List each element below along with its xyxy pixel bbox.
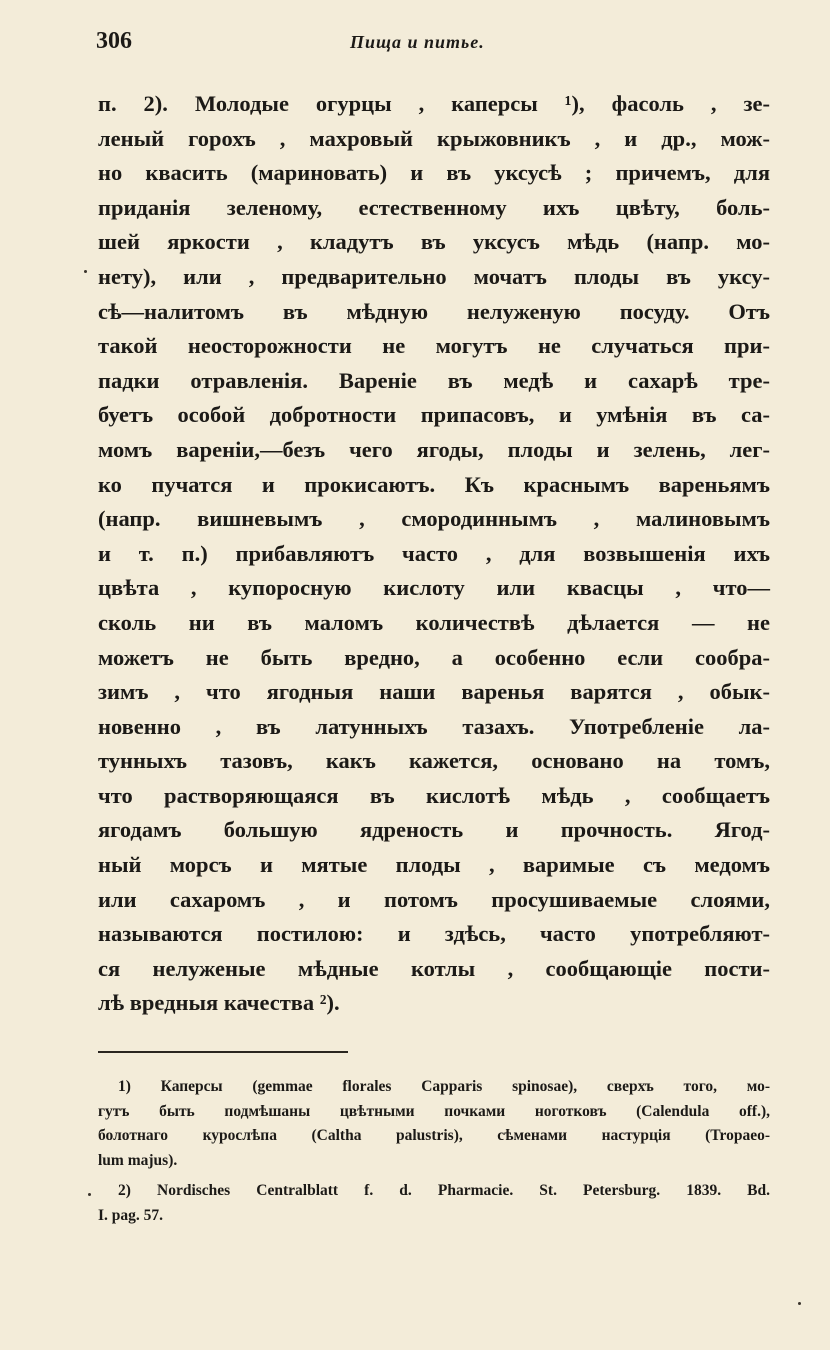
footnote-line: болотнаго курослѣпа (Caltha palustris), сѣменами настурція (Tropaeo-: [98, 1127, 770, 1145]
text-line: что растворяющаяся въ кислотѣ мѣдь , сообщаетъ: [98, 782, 770, 808]
text-line: но квасить (мариновать) и въ уксусѣ ; причемъ, для: [98, 160, 770, 186]
text-line: сколь ни въ маломъ количествѣ дѣлается — не: [98, 609, 770, 635]
text-line: ся нелуженые мѣдные котлы , сообщающіе пости-: [98, 955, 770, 981]
text-line: п. 2). Молодые огурцы , каперсы ¹), фасоль , зе-: [98, 91, 770, 116]
text-line: (напр. вишневымъ , смородиннымъ , малиновымъ: [98, 506, 770, 532]
running-head: Пища и питье.: [350, 32, 485, 52]
text-line: падки отравленія. Вареніе въ медѣ и сахарѣ тре-: [98, 367, 770, 393]
page-number: 306: [96, 28, 132, 54]
footnote-1: [98, 1075, 770, 1173]
text-line: ко пучатся и прокисаютъ. Къ краснымъ вареньямъ: [98, 471, 770, 497]
ink-speck: [88, 1193, 91, 1196]
text-line: новенно , въ латунныхъ тазахъ. Употребленіе ла-: [98, 713, 770, 739]
footnote-2: [98, 1179, 770, 1228]
text-line: момъ вареніи,—безъ чего ягоды, плоды и зелень, лег-: [98, 436, 770, 462]
text-line: цвѣта , купоросную кислоту или квасцы , что—: [98, 575, 770, 601]
text-line: нету), или , предварительно мочатъ плоды въ уксу-: [98, 263, 770, 289]
text-line: буетъ особой добротности припасовъ, и умѣнія въ са-: [98, 402, 770, 428]
page-header: [96, 28, 756, 62]
ink-speck: [84, 270, 87, 273]
text-line: ный морсъ и мятые плоды , варимые съ медомъ: [98, 852, 770, 878]
text-line: или сахаромъ , и потомъ просушиваемые слоями,: [98, 886, 770, 912]
text-line: приданія зеленому, естественному ихъ цвѣту, боль-: [98, 194, 770, 220]
footnote-line: I. pag. 57.: [98, 1206, 164, 1224]
text-line: тунныхъ тазовъ, какъ кажется, основано на томъ,: [98, 748, 770, 774]
ink-speck: [798, 1302, 801, 1305]
text-line: называются постилою: и здѣсь, часто употребляют-: [98, 921, 770, 947]
footnotes: [98, 1075, 770, 1229]
text-line: такой неосторожности не могутъ не случаться при-: [98, 333, 770, 359]
text-line: сѣ—налитомъ въ мѣдную нелуженую посуду. Отъ: [98, 298, 770, 324]
text-line: леный горохъ , махровый крыжовникъ , и др., мож-: [98, 125, 770, 151]
text-line: зимъ , что ягодныя наши варенья варятся , обык-: [98, 679, 770, 705]
text-line: можетъ не быть вредно, а особенно если сообра-: [98, 644, 770, 670]
footnote-line: lum majus).: [98, 1151, 178, 1169]
body-text: [98, 87, 770, 1021]
text-line: лѣ вредныя качества ²).: [98, 990, 340, 1016]
footnote-line: гутъ быть подмѣшаны цвѣтными почками ноготковъ (Calendula off.),: [98, 1102, 770, 1120]
text-line: шей яркости , кладутъ въ уксусъ мѣдь (напр. мо-: [98, 229, 770, 255]
footnote-line: 1) Каперсы (gemmae florales Capparis spinosae), сверхъ того, мо-: [118, 1078, 770, 1095]
footnote-line: 2) Nordisches Centralblatt f. d. Pharmacie. St. Petersburg. 1839. Bd.: [118, 1182, 770, 1200]
footnote-separator: [98, 1051, 348, 1053]
text-line: ягодамъ большую ядреность и прочность. Ягод-: [98, 817, 770, 843]
text-line: и т. п.) прибавляютъ часто , для возвышенія ихъ: [98, 540, 770, 566]
